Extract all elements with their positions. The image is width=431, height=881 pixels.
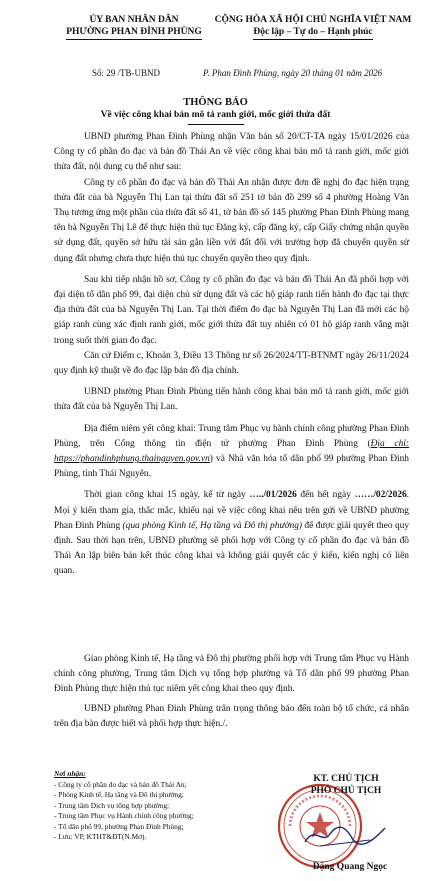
paragraph-6: Địa điểm niêm yết công khai: Trung tâm Phục vụ hành chính công phường Phan Đình Phùng, trên Cổng thông tin điện tử phường Phan Đình Phùng (Địa chỉ: https://phandinhphung.thainguyen.gov.vn) và Nhà văn hóa tổ dân phố 99 phường Phan Đình Phùng, tỉnh Thái Nguyên.: [54, 423, 410, 480]
org-line-1: ỦY BAN NHÂN DÂN: [89, 15, 179, 25]
paragraph-5: UBND phường Phan Đình Phùng tiến hành công khai bản mô tả ranh giới, mốc giới thửa đất của bà Nguyễn Thị Lan.: [54, 387, 409, 413]
nation-line-1: CỘNG HÒA XÃ HỘI CHỦ NGHĨA VIỆT NAM: [214, 15, 412, 25]
recipients-block: [54, 769, 234, 843]
document-subtitle: Về việc công khai bản mô tả ranh giới, mốc giới thửa đất: [100, 110, 331, 120]
document-date: P. Phan Đình Phùng, ngày 20 tháng 01 năm 2026: [203, 68, 383, 78]
signature-title-2: PHÓ CHỦ TỊCH: [310, 786, 382, 796]
paragraph-9: UBND phường Phan Đình Phùng trân trọng thông báo đến toàn bộ tổ chức, cá nhân trên địa bàn được biết và phối hợp thực hiện./.: [54, 703, 409, 729]
paragraph-8: Giao phòng Kinh tế, Hạ tầng và Đô thị phường phối hợp với Trung tâm Phục vụ Hành chính công phường, Trung tâm Dịch vụ tổng hợp phường và Tổ dân phố 99 phường Phan Đình Phùng thực hiện thủ tục niêm yết công khai theo quy định.: [54, 654, 409, 695]
paragraph-3: Sau khi tiếp nhận hồ sơ, Công ty cổ phần đo đạc và bản đồ Thái An đã phối hợp với đại diện tổ dân phố 99, đại diện chủ sử dụng đất và các hộ giáp ranh tiến hành đo đạc tại thực địa thửa đất của bà Nguyễn Thị Lan. Tại thời điểm đo đạc bà Nguyễn Thị Lan đã mời các hộ giáp ranh cùng xác định ranh giới, mốc giới thửa đất tuy nhiên có 01 hộ giáp ranh vắng mặt trong suốt thời gian đo đạc.: [54, 274, 409, 346]
paragraph-2: Công ty cổ phần đo đạc và bản đồ Thái An nhận được đơn đề nghị đo đạc hiện trạng thửa đất của bà Nguyễn Thị Lan tại thửa đất số 251 tờ bản đồ 299 số 4 phường Hoàng Văn Thụ tương ứng một phần của thửa đất số 41, tờ bản đồ số 145 phường Phan Đình Phùng mang tên bà Nguyễn Thị Lê để thực hiện thủ tục Đăng ký, cấp đăng ký, cấp Giấy chứng nhận quyền sử dụng đất, quyền sở hữu tài sản gắn liền với đất đối với trường hợp đã chuyển quyền sử dụng đất nhưng chưa thực hiện thủ tục chuyển quyền theo quy định.: [54, 177, 409, 264]
recipient-item: - Công ty cổ phần đo đạc và bản đồ Thái An;: [54, 779, 187, 789]
signature-block: [276, 773, 416, 797]
subtitle-divider: [188, 124, 244, 125]
signature-title-1: KT. CHỦ TỊCH: [313, 774, 379, 784]
paragraph-7: Thời gian công khai 15 ngày, kể từ ngày …../01/2026 đến hết ngày ……/02/2026. Mọi ý kiến tham gia, thắc mắc, khiếu nại về việc công khai nêu trên gửi về UBND phường Phan Đình Phùng (qua phòng Kinh tế, Hạ tầng và Đô thị phường) để được giải quyết theo quy định. Sau thời hạn trên, UBND phường sẽ phối hợp với Công ty cổ phần đo đạc và bản đồ Thái An lập biên bản kết thúc công khai và không giải quyết các ý kiến, kiến nghị có liên quan.: [54, 490, 410, 577]
recipient-item: - Trung tâm Dịch vụ tổng hợp phường;: [54, 800, 170, 810]
recipient-item: - Phòng Kinh tế, Hạ tầng và Đô thị phường;: [54, 790, 184, 799]
start-date: …../01/2026: [249, 490, 297, 501]
document-body: [54, 130, 409, 580]
signer-name: Đặng Quang Ngọc: [312, 862, 388, 872]
issuing-authority: [44, 14, 224, 40]
org-line-2: PHƯỜNG PHAN ĐÌNH PHÙNG: [66, 26, 202, 40]
document-title: THÔNG BÁO: [183, 97, 248, 108]
handwritten-signature-icon: [300, 820, 390, 850]
recipient-item: - Lưu: VP, KTHT&ĐT(N.Mơ).: [54, 832, 147, 841]
nation-line-2: Độc lập – Tự do – Hạnh phúc: [253, 26, 372, 40]
recipients-label: Nơi nhận:: [54, 769, 86, 778]
national-motto: [208, 14, 418, 40]
recipient-item: - Tổ dân phố 99, phường Phan Đình Phùng;: [54, 821, 184, 831]
paragraph-1: UBND phường Phan Đình Phùng nhận Văn bản số 20/CT-TA ngày 15/01/2026 của Công ty cổ phần đo đạc và bản đồ Thái An về việc công khai bản mô tả ranh giới, mốc giới thửa đất, nội dung cụ thể như sau:: [54, 132, 409, 173]
document-number: Số: 29 /TB-UBND: [92, 68, 161, 78]
recipient-item: - Trung tâm Phục vụ Hành chính công phường;: [54, 811, 194, 820]
paragraph-4: Căn cứ Điểm c, Khoản 3, Điều 13 Thông tư số 26/2024/TT-BTNMT ngày 26/11/2024 quy định kỹ thuật về đo đạc lập bản đồ địa chính.: [54, 350, 409, 377]
portal-link[interactable]: Địa chỉ: https://phandinhphung.thainguyen.gov.vn: [54, 438, 410, 465]
document-body-continued: [54, 652, 409, 732]
end-date: ……/02/2026: [354, 490, 407, 501]
